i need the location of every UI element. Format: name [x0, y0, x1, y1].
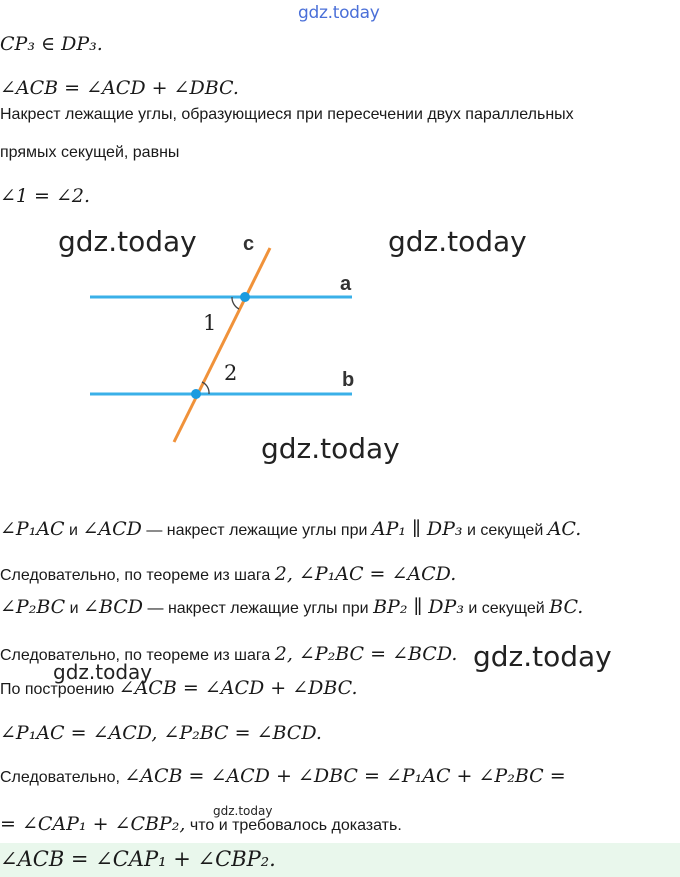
text-consequently: Следовательно, по теореме из шага [0, 567, 271, 584]
text-by-construction: По построению [0, 681, 115, 698]
text-and-secant: и секущей [466, 522, 544, 539]
line-by-construction [0, 677, 358, 699]
point-intersection-b [191, 389, 201, 399]
watermark-top: gdz.today [298, 3, 380, 23]
math-acd: ∠ACD [82, 518, 142, 540]
text-and: и [69, 522, 78, 539]
line-angle1-eq-angle2: ∠1 = ∠2. [0, 185, 91, 207]
math-step2-p1ac-acd: 2, ∠P₁AC = ∠ACD. [274, 563, 457, 585]
math-bp2-parallel-dp3: BP₂ ∥ DP₃ [373, 596, 464, 618]
watermark-figure-left: gdz.today [58, 225, 197, 258]
line-equalities: ∠P₁AC = ∠ACD, ∠P₂BC = ∠BCD. [0, 722, 322, 744]
math-acb-sum: ∠ACB = ∠ACD + ∠DBC. [118, 677, 358, 699]
watermark-figure-right: gdz.today [388, 225, 527, 258]
math-ac: AC. [547, 518, 582, 540]
text-and-secant: и секущей [468, 600, 545, 617]
point-intersection-a [240, 292, 250, 302]
line-cp3-in-dp3: CP₃ ∈ DP₃. [0, 33, 103, 55]
final-result: ∠ACB = ∠CAP₁ + ∠CBP₂. [0, 847, 276, 871]
math-cap1-cbp2: = ∠CAP₁ + ∠CBP₂, [0, 813, 186, 835]
math-p2bc: ∠P₂BC [0, 596, 66, 618]
math-bc: BC. [549, 596, 584, 618]
text-alternate-angles: — накрест лежащие углы при [146, 522, 368, 539]
angle-label-2: 2 [224, 361, 238, 385]
label-b: b [342, 369, 355, 391]
line-theorem-text-2: прямых секущей, равны [0, 144, 180, 161]
math-acb-chain: ∠ACB = ∠ACD + ∠DBC = ∠P₁AC + ∠P₂BC = [124, 765, 566, 787]
text-and: и [69, 600, 79, 617]
transversal-c [174, 248, 270, 442]
math-ap1-parallel-dp3: AP₁ ∥ DP₃ [371, 518, 463, 540]
math-p1ac: ∠P₁AC [0, 518, 65, 540]
line-p1ac-acd [0, 518, 581, 540]
line-qed [0, 813, 402, 835]
watermark-figure-bottom: gdz.today [261, 432, 400, 465]
text-qed: что и требовалось доказать. [189, 817, 402, 834]
label-a: a [340, 273, 352, 295]
text-consequently: Следовательно, [0, 769, 120, 786]
line-consequently-1 [0, 563, 456, 585]
watermark-mid-left: gdz.today [53, 660, 153, 684]
line-consequently-3 [0, 765, 566, 787]
angle-label-1: 1 [203, 311, 217, 335]
math-bcd: ∠BCD [83, 596, 144, 618]
text-alternate-angles: — накрест лежащие углы при [147, 600, 369, 617]
text-consequently: Следовательно, по теореме из шага [0, 647, 271, 664]
line-angle-acb-sum: ∠ACB = ∠ACD + ∠DBC. [0, 77, 239, 99]
label-c: c [243, 233, 255, 255]
math-step2-p2bc-bcd: 2, ∠P₂BC = ∠BCD. [274, 643, 458, 665]
line-theorem-text-1: Накрест лежащие углы, образующиеся при пересечении двух параллельных [0, 106, 574, 123]
line-p2bc-bcd [0, 596, 583, 618]
watermark-small: gdz.today [213, 804, 273, 818]
watermark-mid-right: gdz.today [473, 640, 612, 673]
angle-1-arc [232, 297, 239, 309]
